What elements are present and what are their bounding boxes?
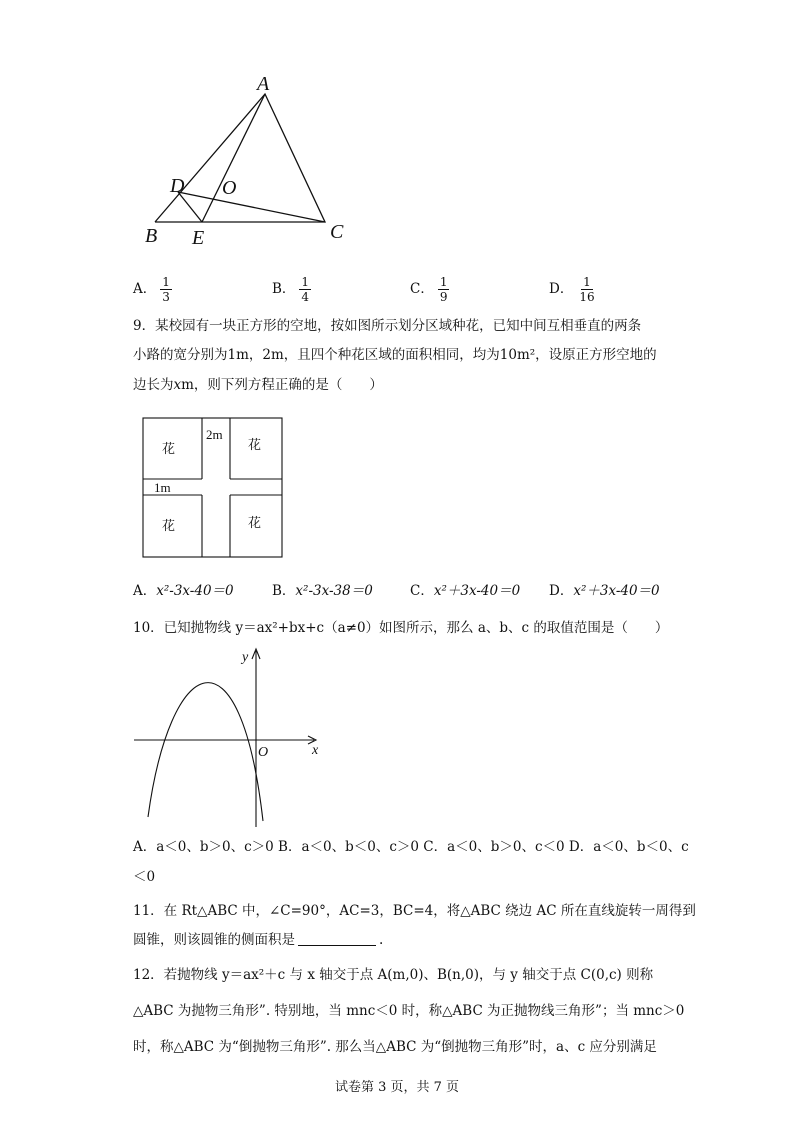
flower-tr: 花 xyxy=(248,437,262,452)
q10-options-line2: ＜0 xyxy=(133,869,156,885)
origin-label: O xyxy=(258,745,269,760)
q9-option-b: B．x²-3x-38＝0 xyxy=(272,583,373,599)
q10-options-line1: A．a＜0、b＞0、c＞0 B．a＜0、b＜0、c＞0 C．a＜0、b＞0、c＜0 D．a＜0、b＜0、c xyxy=(133,839,689,855)
label-O: O xyxy=(222,177,237,199)
flower-bl: 花 xyxy=(162,518,176,533)
q8-option-a: A． $\frac{1}{3}$ xyxy=(133,275,170,304)
q11-line2: 圆锥，则该圆锥的侧面积是 . xyxy=(133,932,384,948)
flower-tl: 花 xyxy=(162,441,176,456)
label-C: C xyxy=(330,221,344,243)
flower-br: 花 xyxy=(248,515,262,530)
q12-line3: 时，称△ABC 为“倒抛物三角形”. 那么当△ABC 为“倒抛物三角形”时，a、c 应分别满足 xyxy=(133,1039,657,1055)
q9-option-d: D．x²＋3x-40＝0 xyxy=(549,583,660,599)
q9-option-c: C．x²＋3x-40＝0 xyxy=(410,583,521,599)
q8-option-b: B． $\frac{1}{4}$ xyxy=(272,275,310,304)
label-E: E xyxy=(192,227,205,249)
answer-blank[interactable] xyxy=(298,931,376,946)
page-footer: 试卷第 3 页，共 7 页 xyxy=(334,1080,460,1095)
q10-stem: 10．已知抛物线 y＝ax²+bx+c（a≠0）如图所示，那么 a、b、c 的取值范围是（ ） xyxy=(133,620,669,636)
label-A: A xyxy=(257,73,270,95)
q9-option-a: A．x²-3x-40＝0 xyxy=(133,583,234,599)
parabola-figure xyxy=(130,645,330,830)
q9-line1: 9．某校园有一块正方形的空地，按如图所示划分区域种花，已知中间互相垂直的两条 xyxy=(133,318,642,334)
axis-x-label: x xyxy=(312,743,319,758)
q8-option-d: D． $\frac{1}{16}$ xyxy=(549,275,595,304)
path-width-2m: 2m xyxy=(206,427,223,442)
triangle-figure xyxy=(130,72,360,252)
flower-garden-figure xyxy=(140,415,285,560)
path-width-1m: 1m xyxy=(154,480,171,495)
label-B: B xyxy=(145,225,158,247)
q9-line3: 边长为xm，则下列方程正确的是（ ） xyxy=(133,377,383,393)
q8-option-c: C． $\frac{1}{9}$ xyxy=(410,275,448,304)
label-D: D xyxy=(170,175,185,197)
axis-y-label: y xyxy=(242,650,249,665)
q11-line1: 11．在 Rt△ABC 中，∠C=90°，AC=3，BC=4，将△ABC 绕边 AC 所在直线旋转一周得到 xyxy=(133,903,696,919)
q12-line2: △ABC 为抛物三角形”. 特别地，当 mnc＜0 时，称△ABC 为正抛物线三角形”；当 mnc＞0 xyxy=(133,1003,685,1019)
q12-line1: 12．若抛物线 y＝ax²＋c 与 x 轴交于点 A(m,0)、B(n,0)，与 y 轴交于点 C(0,c) 则称 xyxy=(133,967,654,983)
q9-line2: 小路的宽分别为1m，2m，且四个种花区域的面积相同，均为10m²，设原正方形空地的 xyxy=(133,347,657,363)
